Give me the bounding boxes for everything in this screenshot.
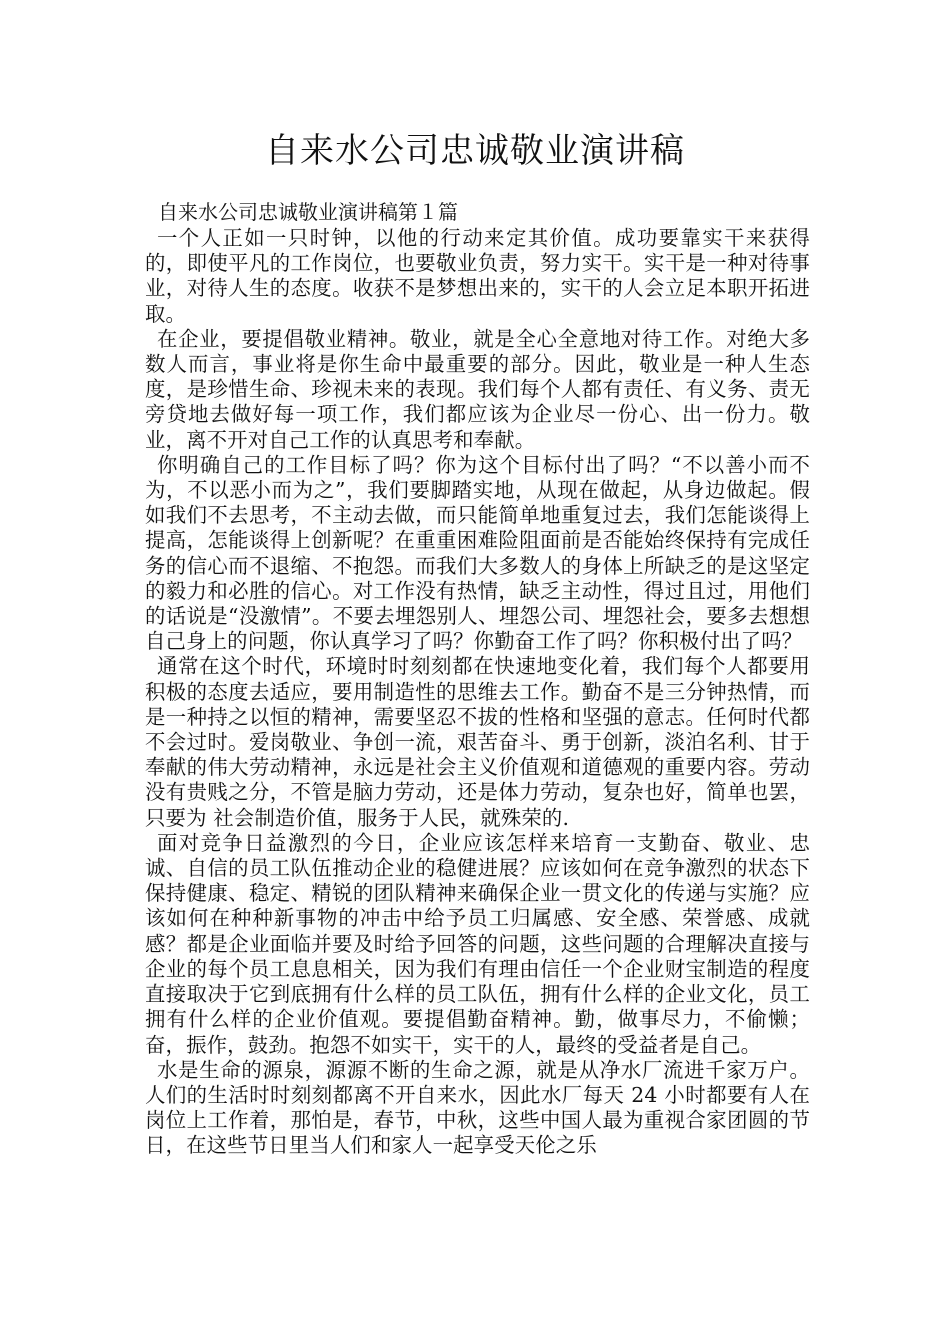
document-subtitle: 自来水公司忠诚敬业演讲稿第１篇 [158,200,458,224]
paragraph: 水是生命的源泉，源源不断的生命之源，就是从净水厂流进千家万户。人们的生活时时刻刻都离不开自来水，因此水厂每天 24 小时都要有人在岗位上工作着，那怕是，春节，中秋，这些中国人最为重视合家团圆的节日，在这些节日里当人们和家人一起享受天伦之乐 [145,1057,810,1158]
paragraph: 通常在这个时代，环境时时刻刻都在快速地变化着，我们每个人都要用积极的态度去适应，要用制造性的思维去工作。勤奋不是三分钟热情，而是一种持之以恒的精神，需要坚忍不拔的性格和坚强的意志。任何时代都不会过时。爱岗敬业、争创一流，艰苦奋斗、勇于创新，淡泊名利、甘于奉献的伟大劳动精神，永远是社会主义价值观和道德观的重要内容。劳动没有贵贱之分，不管是脑力劳动，还是体力劳动，复杂也好，简单也罢，只要为 社会制造价值，服务于人民，就殊荣的. [145,654,810,830]
paragraph: 你明确自己的工作目标了吗？你为这个目标付出了吗？“不以善小而不为，不以恶小而为之”，我们要脚踏实地，从现在做起，从身边做起。假如我们不去思考，不主动去做，而只能简单地重复过去，我们怎能谈得上提高，怎能谈得上创新呢？在重重困难险阻面前是否能始终保持有完成任务的信心而不退缩、不抱怨。而我们大多数人的身体上所缺乏的是这坚定的毅力和必胜的信心。对工作没有热情，缺乏主动性，得过且过，用他们的话说是“没激情”。不要去埋怨别人、埋怨公司、埋怨社会，要多去想想自己身上的问题，你认真学习了吗？你勤奋工作了吗？你积极付出了吗？ [145,452,810,654]
document-title: 自来水公司忠诚敬业演讲稿 [265,131,685,171]
document-body [145,226,810,1159]
paragraph: 一个人正如一只时钟，以他的行动来定其价值。成功要靠实干来获得的，即使平凡的工作岗位，也要敬业负责，努力实干。实干是一种对待事业，对待人生的态度。收获不是梦想出来的，实干的人会立足本职开拓进取。 [145,226,810,326]
paragraph: 面对竞争日益激烈的今日，企业应该怎样来培育一支勤奋、敬业、忠诚、自信的员工队伍推动企业的稳健进展？应该如何在竞争激烈的状态下保持健康、稳定、精锐的团队精神来确保企业一贯文化的传递与实施？应该如何在种种新事物的冲击中给予员工归属感、安全感、荣誉感、成就感？都是企业面临并要及时给予回答的问题，这些问题的合理解决直接与企业的每个员工息息相关，因为我们有理由信任一个企业财宝制造的程度直接取决于它到底拥有什么样的员工队伍，拥有什么样的企业文化，员工拥有什么样的企业价值观。要提倡勤奋精神。勤，做事尽力，不偷懒；奋，振作，鼓劲。抱怨不如实干，实干的人，最终的受益者是自己。 [145,830,810,1057]
paragraph: 在企业，要提倡敬业精神。敬业，就是全心全意地对待工作。对绝大多数人而言，事业将是你生命中最重要的部分。因此，敬业是一种人生态度，是珍惜生命、珍视未来的表现。我们每个人都有责任、有义务、责无旁贷地去做好每一项工作，我们都应该为企业尽一份心、出一份力。敬业，离不开对自己工作的认真思考和奉献。 [145,326,810,452]
